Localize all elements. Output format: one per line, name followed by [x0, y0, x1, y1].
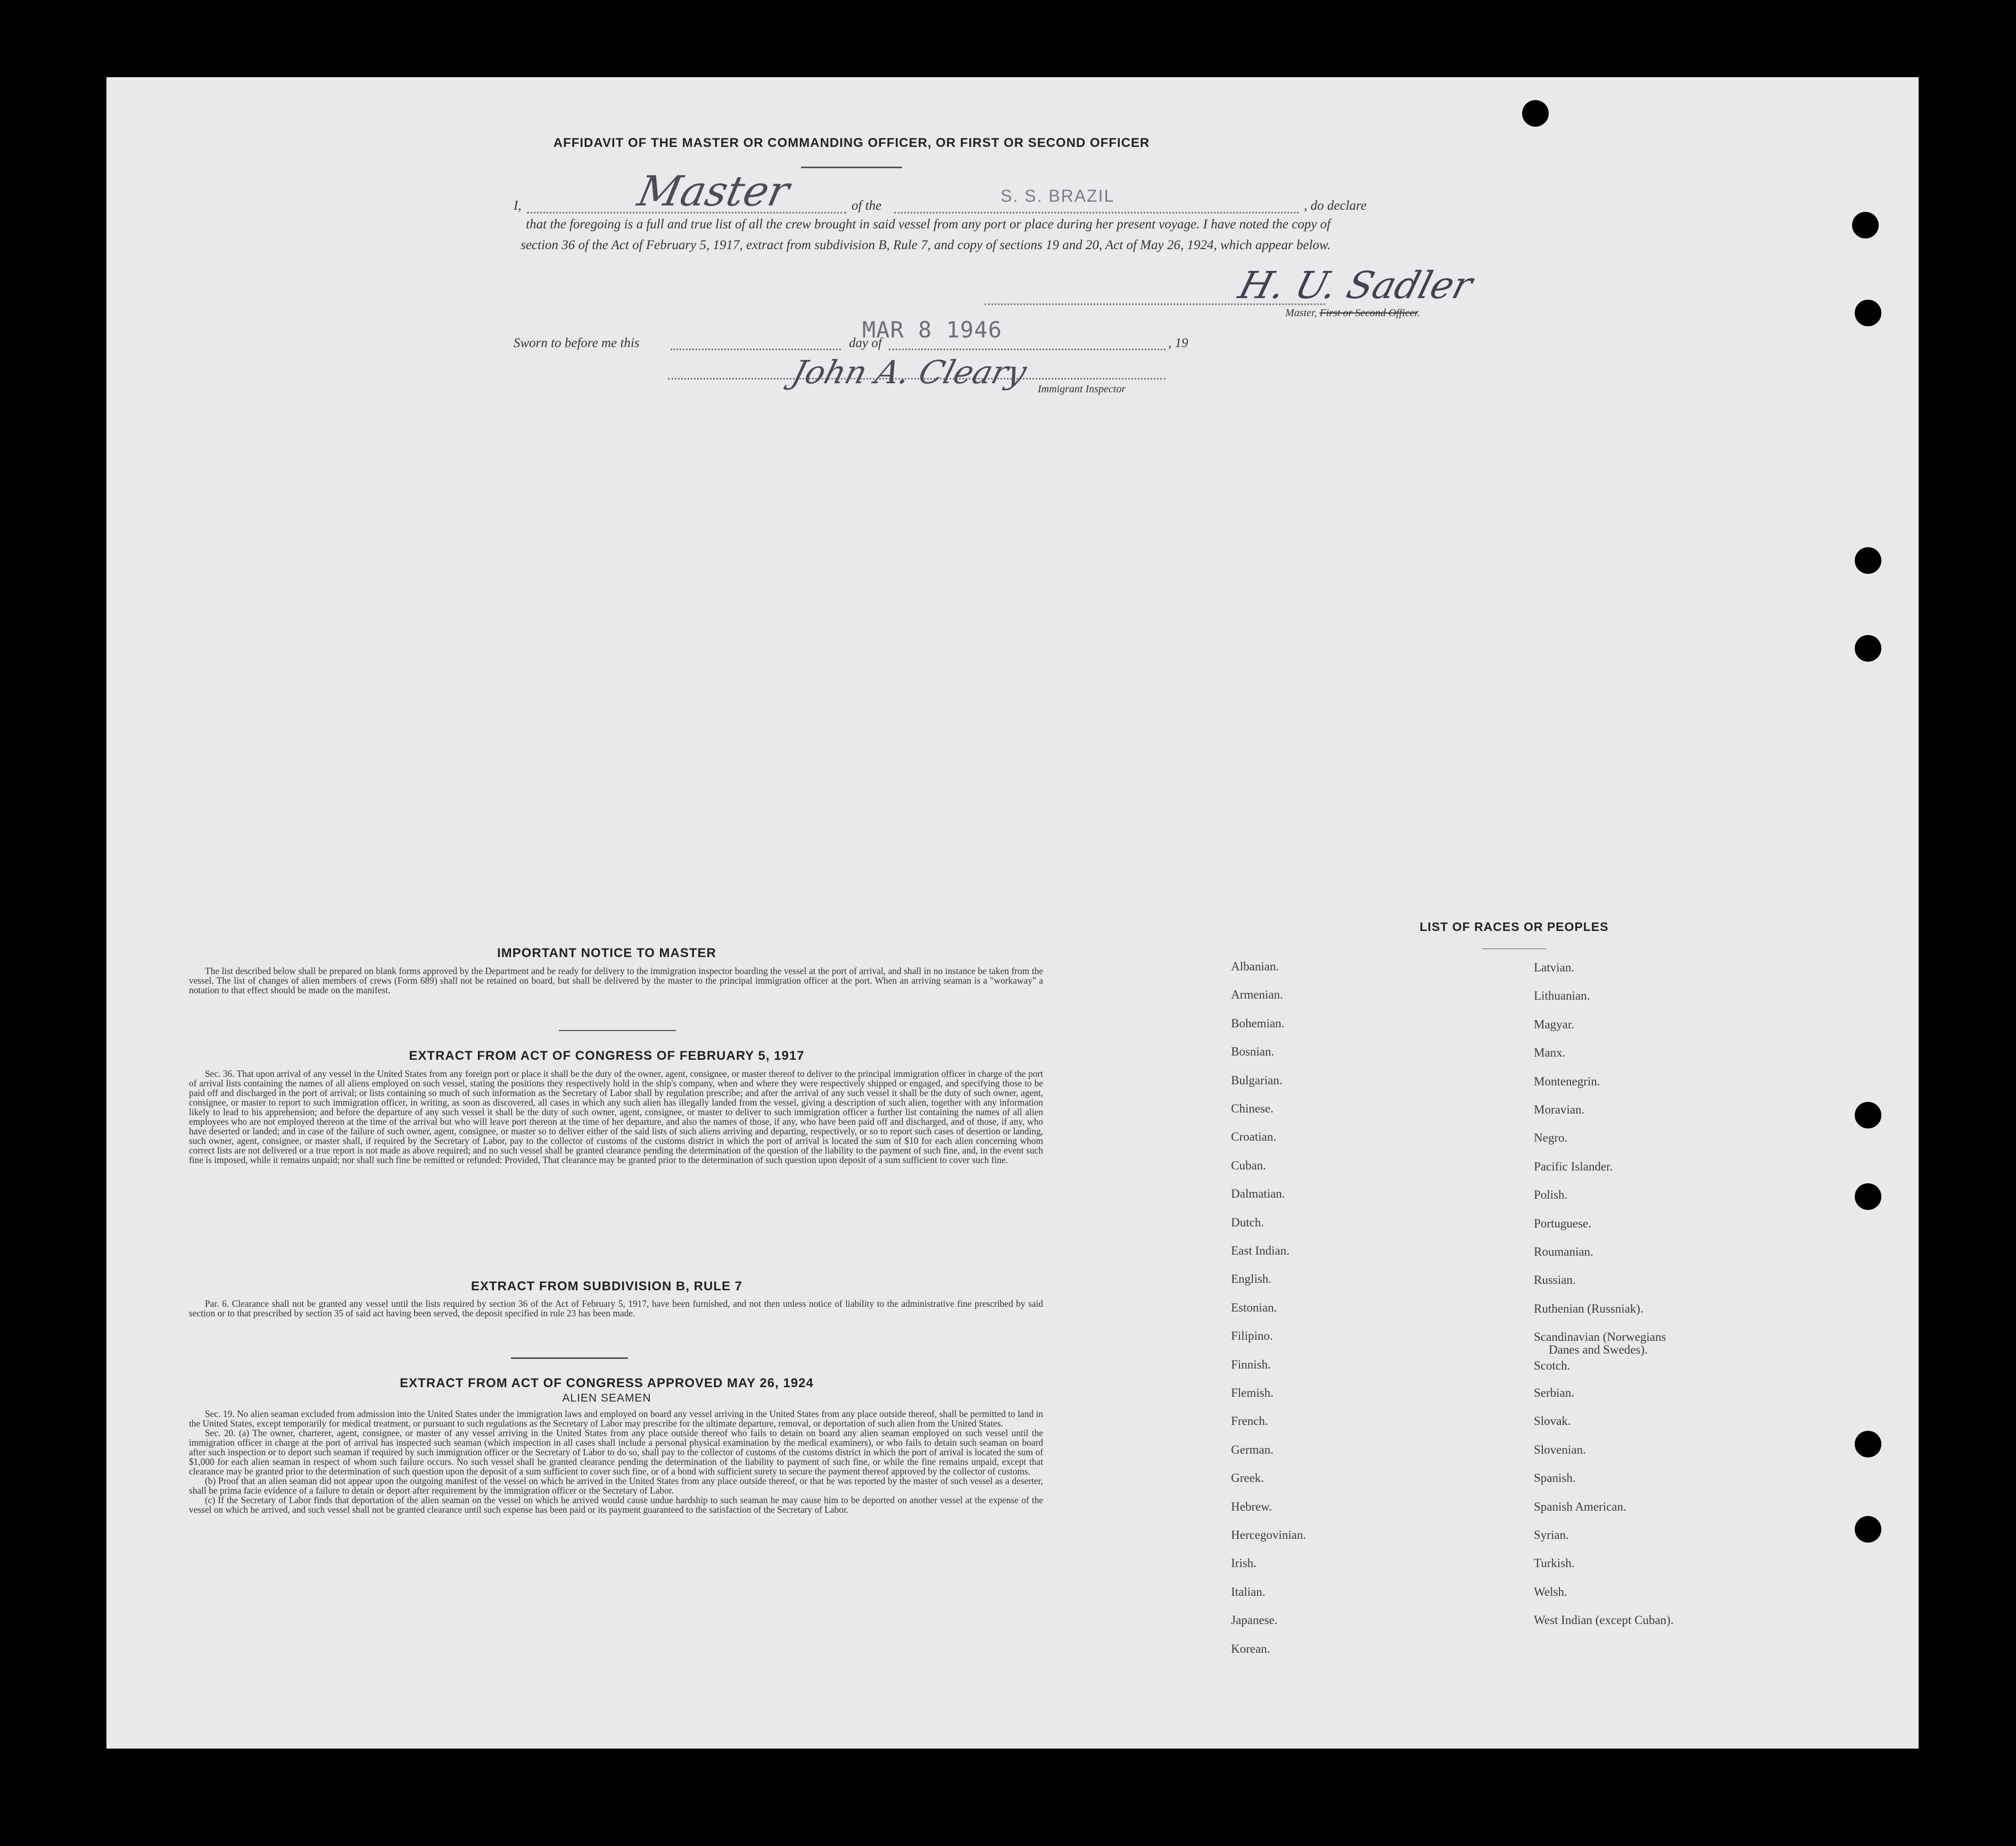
race-item: French.	[1231, 1414, 1268, 1428]
punch-hole	[1855, 1516, 1881, 1543]
race-item: Magyar.	[1534, 1017, 1575, 1031]
race-item: Japanese.	[1231, 1613, 1278, 1627]
do-declare-label: , do declare	[1304, 199, 1367, 213]
extract-1917-block	[189, 1069, 1043, 1165]
master-signature: H. U. Sadler	[1234, 263, 1477, 307]
master-handwritten: Master	[633, 168, 794, 216]
vessel-blank	[894, 212, 1299, 213]
affidavit-line-3: section 36 of the Act of February 5, 1917, extract from subdivision B, Rule 7, and copy of sections 19 and 20, Act of May 26, 1924, which appear below.	[520, 238, 1331, 252]
rule-7-title: EXTRACT FROM SUBDIVISION B, RULE 7	[470, 1279, 743, 1293]
notice-text: The list described below shall be prepared on blank forms approved by the Department and be ready for delivery to the immigration inspector boarding the vessel at the port of arrival, and shall in no instance be taken from the vessel. The list of changes of alien members of crews (Form 689) shall not be retained on board, but shall be delivered by the master to the principal immigration officer at the port. When an arriving seaman is a "workaway" a notation to that effect should be made on the manifest.	[189, 966, 1043, 995]
race-item: Slovenian.	[1534, 1443, 1586, 1456]
signature-caption	[1285, 307, 1420, 319]
divider	[511, 1357, 628, 1359]
race-item: Spanish.	[1534, 1471, 1576, 1485]
race-item: Albanian.	[1231, 960, 1279, 973]
i-label: I,	[514, 199, 522, 213]
race-item: Armenian.	[1231, 988, 1283, 1002]
divider	[801, 167, 902, 168]
punch-hole	[1855, 635, 1881, 662]
race-item: Hebrew.	[1231, 1499, 1273, 1513]
race-item: Irish.	[1231, 1556, 1257, 1570]
inspector-label: Immigrant Inspector	[1038, 383, 1126, 395]
race-item: Hercegovinian.	[1231, 1528, 1307, 1542]
race-item: Portuguese.	[1534, 1216, 1591, 1230]
inspector-signature: John A. Cleary	[788, 354, 1031, 391]
race-item: Italian.	[1231, 1585, 1266, 1598]
race-item: Flemish.	[1231, 1386, 1274, 1399]
race-item: Danes and Swedes).	[1549, 1343, 1648, 1357]
race-item: Filipino.	[1231, 1329, 1273, 1343]
race-item: Finnish.	[1231, 1357, 1271, 1371]
race-item: Welsh.	[1534, 1585, 1567, 1598]
rule-7-text: Par. 6. Clearance shall not be granted any vessel until the lists required by section 36 of the Act of February 5, 1917, have been furnished, and not then unless notice of liability to the administrative fine prescribed by said section or to that prescribed by section 35 of said act having been served, the deposit specified in rule 23 has been made.	[189, 1298, 1043, 1318]
notice-title: IMPORTANT NOTICE TO MASTER	[497, 946, 716, 960]
race-item: Pacific Islander.	[1534, 1159, 1613, 1173]
sworn-blank	[671, 349, 841, 350]
race-item: Dalmatian.	[1231, 1187, 1285, 1201]
race-item: Turkish.	[1534, 1556, 1575, 1570]
race-item: Syrian.	[1534, 1528, 1569, 1542]
race-item: Manx.	[1534, 1046, 1566, 1060]
of-the-label: of the	[852, 199, 882, 213]
vessel-stamp: S. S. BRAZIL	[1001, 186, 1115, 205]
sec-20b-text: (b) Proof that an alien seaman did not appear upon the outgoing manifest of the vessel on which he arrived in the United States from any place outside thereof, or that he was reported by the master of such vessel as a deserter, shall be prima facie evidence of a failure to detain or deport after requirement by the immigration officer or the Secretary of Labor.	[189, 1476, 1043, 1496]
struck-caption: First or Second Officer	[1319, 307, 1418, 319]
punch-hole	[1855, 1102, 1881, 1128]
extract-1917-title: EXTRACT FROM ACT OF CONGRESS OF FEBRUARY 5, 1917	[409, 1049, 805, 1063]
races-title: LIST OF RACES OR PEOPLES	[1419, 920, 1609, 934]
extract-1924-block	[189, 1409, 1043, 1514]
race-item: English.	[1231, 1272, 1272, 1286]
race-item: Roumanian.	[1534, 1245, 1593, 1258]
race-item: Latvian.	[1534, 961, 1574, 974]
race-item: Bosnian.	[1231, 1045, 1275, 1059]
year-label: , 19	[1168, 336, 1188, 350]
document-page	[106, 77, 1919, 1749]
date-blank	[889, 349, 1166, 350]
race-item: Montenegrin.	[1534, 1074, 1600, 1088]
punch-hole	[1855, 1431, 1881, 1457]
race-item: East Indian.	[1231, 1244, 1290, 1257]
notice-text-block	[189, 966, 1043, 995]
divider	[559, 1030, 676, 1031]
race-item: Greek.	[1231, 1471, 1264, 1485]
sworn-label: Sworn to before me this	[514, 336, 640, 350]
sec-20a-text: Sec. 20. (a) The owner, charterer, agent, consignee, or master of any vessel arriving in the United States from any place outside thereof who fails to detain on board any alien seaman employed on such vessel until the immigration officer in charge at the port of arrival has inspected such seaman (which inspection in all cases shall include a personal physical examination by the medical examiners), or who fails to detain such seaman on board after such inspection or to deport such seaman if required by such immigration officer or the Secretary of Labor to do so, shall pay to the collector of customs of the customs district in which the port of arrival is located the sum of $1,000 for each alien seaman in respect of whom such failure occurs. No such vessel shall be granted clearance pending the determination of the liability to payment of such fine, or while the fine remains unpaid, except that clearance may be granted prior to the determination of such question upon the deposit of a sum sufficient to cover such fine, or of a bond with sufficient surety to secure the payment thereof approved by the collector of customs.	[189, 1428, 1043, 1477]
punch-hole	[1855, 1183, 1881, 1210]
race-item: German.	[1231, 1443, 1274, 1456]
race-item: Russian.	[1534, 1273, 1576, 1287]
race-item: Korean.	[1231, 1642, 1270, 1655]
punch-hole	[1855, 300, 1881, 326]
extract-1917-text: Sec. 36. That upon arrival of any vessel in the United States from any foreign port or place it shall be the duty of the owner, agent, consignee, or master thereof to deliver to the principal immigration officer in charge of the port of arrival lists containing the names of all aliens employed on such vessel, stating the positions they respectively hold in the ship's company, when and where they were respectively shipped or engaged, and specifying those to be paid off and discharged in the port of arrival; or lists containing so much of such information as the Secretary of Labor shall by regulation prescribe; and after the arrival of any such vessel it shall be the duty of such owner, agent, consignee, or master to report to such immigration officer, in writing, as soon as discovered, all cases in which any such alien has illegally landed from the vessel, giving a description of such alien, together with any information likely to lead to his apprehension; and before the departure of any such vessel it shall be the duty of such owner, agent, consignee, or master to deliver to such immigration officer a further list containing the names of all alien employees who are not employed thereon at the time of the arrival but who will leave port thereon at the time of her departure, and also the names of those, if any, who have been paid off and discharged, and of those, if any, who have deserted or landed; and in case of the failure of such owner, agent, consignee, or master so to deliver either of the said lists of such aliens arriving and departing, respectively, or so to report such cases of desertion or landing, such owner, agent, consignee, or master shall, if required by the Secretary of Labor, pay to the collector of customs of the customs district in which the port of arrival is located the sum of $10 for each alien concerning whom correct lists are not delivered or a true report is not made as above required; and no such vessel shall be granted clearance pending the determination of the question of the liability to the payment of such fine, and, in the event such fine is imposed, while it remains unpaid; nor shall such fine be remitted or refunded: Provided, That clearance may be granted prior to the determination of such question upon deposit of a sum sufficient to cover such fine.	[189, 1068, 1043, 1165]
race-item: Croatian.	[1231, 1130, 1276, 1144]
rule-7-block	[189, 1299, 1043, 1318]
punch-hole	[1522, 100, 1549, 127]
punch-hole	[1855, 547, 1881, 574]
master-caption: Master,	[1285, 307, 1317, 319]
race-item: Lithuanian.	[1534, 989, 1590, 1003]
sec-19-text: Sec. 19. No alien seaman excluded from admission into the United States under the immigration laws and employed on board any vessel arriving in the United States from any place outside thereof, shall be permitted to land in the United States, except temporarily for medical treatment, or pursuant to such regulations as the Secretary of Labor may prescribe for the ultimate departure, removal, or deportation of such alien from the United States.	[189, 1408, 1043, 1429]
race-item: Bulgarian.	[1231, 1073, 1283, 1087]
sec-20c-text: (c) If the Secretary of Labor finds that deportation of the alien seaman on the vessel on which he arrived would cause undue hardship to such seaman he may cause him to be deported on another vessel at the expense of the vessel on which he arrived, and such vessel shall not be granted clearance until such expense has been paid or its payment guaranteed to the satisfaction of the Secretary of Labor.	[189, 1495, 1043, 1515]
affidavit-title: AFFIDAVIT OF THE MASTER OR COMMANDING OFFICER, OR FIRST OR SECOND OFFICER	[553, 136, 1150, 150]
race-item: Dutch.	[1231, 1215, 1264, 1229]
race-item: Negro.	[1534, 1131, 1568, 1145]
date-stamp: MAR 8 1946	[862, 317, 1002, 343]
caption-end: .	[1417, 307, 1420, 319]
race-item: Scotch.	[1534, 1358, 1571, 1372]
race-item: Spanish American.	[1534, 1499, 1626, 1513]
race-item: Ruthenian (Russniak).	[1534, 1301, 1643, 1315]
race-item: Estonian.	[1231, 1300, 1277, 1314]
race-item: Polish.	[1534, 1188, 1568, 1202]
day-of-label: day of	[849, 336, 882, 350]
punch-hole	[1852, 212, 1879, 238]
race-item: Scandinavian (Norwegians	[1534, 1330, 1666, 1344]
race-item: Moravian.	[1534, 1103, 1585, 1116]
race-item: Chinese.	[1231, 1102, 1274, 1115]
race-item: Cuban.	[1231, 1158, 1266, 1172]
race-item: Slovak.	[1534, 1414, 1571, 1428]
affidavit-line-2: that the foregoing is a full and true list of all the crew brought in said vessel from any port or place during her present voyage. I have noted the copy of	[526, 217, 1331, 232]
extract-1924-title: EXTRACT FROM ACT OF CONGRESS APPROVED MAY 26, 1924	[400, 1376, 814, 1390]
race-item: Bohemian.	[1231, 1016, 1285, 1030]
race-item: West Indian (except Cuban).	[1534, 1613, 1674, 1627]
race-item: Serbian.	[1534, 1386, 1575, 1399]
extract-1924-subtitle: ALIEN SEAMEN	[562, 1392, 651, 1404]
